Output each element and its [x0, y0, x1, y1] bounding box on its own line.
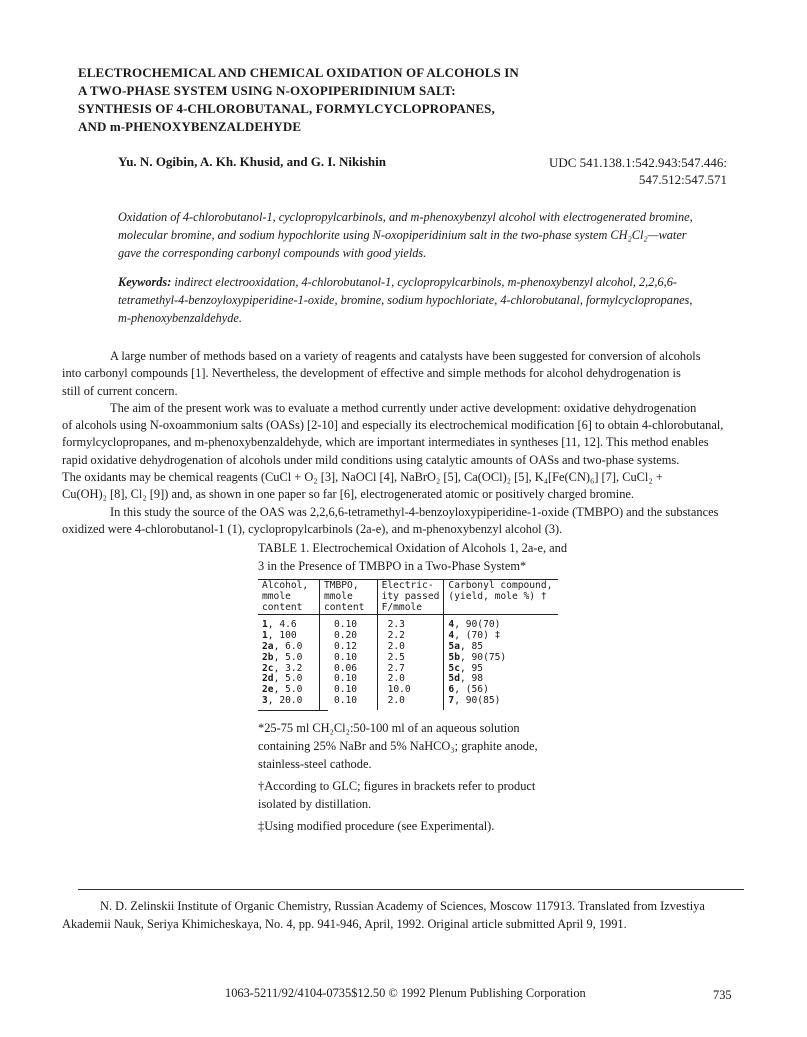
table-header-row — [258, 580, 558, 615]
product-id: 5c — [448, 662, 460, 674]
data-table — [258, 579, 558, 710]
table-row — [258, 631, 558, 642]
title-line: A TWO-PHASE SYSTEM USING N-OXOPIPERIDINIUM SALT: — [78, 83, 456, 98]
body-text — [62, 348, 748, 538]
cell-carbonyl — [444, 696, 558, 710]
alcohol-id: 2c — [262, 662, 274, 674]
col-header-electricity: Electric- ity passed F/mmole — [377, 580, 444, 615]
product-id: 5b — [448, 651, 460, 663]
keywords-text: indirect electrooxidation, 4-chlorobutanol-1, cyclopropylcarbinols, m-phenoxybenzyl alcohol, 2,2,6,6- — [174, 275, 677, 289]
alcohol-id: 1 — [262, 619, 268, 631]
product-id: 4 — [448, 619, 455, 631]
keywords-line — [118, 273, 738, 291]
product-yield: , 98 — [459, 673, 484, 685]
tmbpo: 0.10 — [333, 673, 358, 685]
alcohol-amt: , 5.0 — [273, 651, 303, 663]
paragraph-line: still of current concern. — [62, 383, 178, 398]
col-header-carbonyl: Carbonyl compound, (yield, mole %) † — [444, 580, 558, 615]
footnote-rule — [258, 710, 328, 711]
footnote: †According to GLC; figures in brackets refer to product isolated by distillation. — [258, 778, 536, 811]
alcohol-id: 1 — [262, 630, 268, 642]
tmbpo: 0.06 — [333, 662, 358, 674]
abstract — [118, 208, 738, 262]
title-line: ELECTROCHEMICAL AND CHEMICAL OXIDATION OF ALCOHOLS IN — [78, 65, 519, 80]
affiliation-line: N. D. Zelinskii Institute of Organic Chemistry, Russian Academy of Sciences, Moscow 117913. Translated from Izvestiya — [100, 899, 705, 913]
udc-line: UDC 541.138.1:542.943:547.446: — [548, 155, 727, 170]
cell-electricity — [377, 615, 444, 631]
product-yield: , 90(75) — [459, 651, 507, 663]
udc-line: 547.512:547.571 — [638, 172, 727, 187]
paragraph-line: formylcyclopropanes, and m-phenoxybenzaldehyde, which are important intermediates in syntheses [11, 12]. This method enables — [62, 435, 709, 450]
table-row — [258, 685, 558, 696]
alcohol-id: 2e — [262, 684, 274, 696]
paragraph-line: Cu(OH)₂ [8], Cl₂ [9]) and, as shown in one paper so far [6], electrogenerated atomic or positively charged bromine. — [62, 487, 635, 502]
electricity: 2.2 — [387, 630, 405, 642]
abstract-line: Oxidation of 4-chlorobutanol-1, cyclopropylcarbinols, and m-phenoxybenzyl alcohol with electrogenerated bromine, — [118, 210, 693, 224]
product-id: 5d — [448, 673, 460, 685]
footnote: ‡Using modified procedure (see Experimental). — [258, 818, 495, 833]
cell-alcohol — [258, 615, 319, 631]
tmbpo: 0.10 — [333, 651, 358, 663]
abstract-line: gave the corresponding carbonyl compounds with good yields. — [118, 246, 427, 260]
alcohol-amt: , 20.0 — [267, 694, 303, 706]
affiliation-rule — [78, 889, 744, 890]
tmbpo: 0.10 — [333, 694, 358, 706]
paragraph-line: In this study the source of the OAS was 2,2,6,6-tetramethyl-4-benzoyloxypiperidine-1-oxide (TMBPO) and the substances — [110, 504, 719, 519]
abstract-line: molecular bromine, and sodium hypochlorite using N-oxopiperidinium salt in the two-phase system CH₂Cl₂—water — [118, 228, 687, 242]
product-id: 6 — [448, 684, 455, 696]
alcohol-amt: , 100 — [267, 630, 297, 642]
table-row — [258, 664, 558, 675]
cell-tmbpo — [319, 696, 377, 710]
alcohol-amt: , 6.0 — [273, 640, 303, 652]
product-yield: , 85 — [459, 640, 484, 652]
electricity: 2.5 — [387, 651, 405, 663]
product-id: 5a — [448, 640, 460, 652]
col-header-tmbpo: TMBPO, mmole content — [319, 580, 377, 615]
footnote: *25-75 ml CH₂Cl₂:50-100 ml of an aqueous solution containing 25% NaBr and 5% NaHCO₃; graphite anode, stainless-steel cathode. — [258, 720, 538, 771]
keywords-line: tetramethyl-4-benzoyloxypiperidine-1-oxide, bromine, sodium hypochloriate, 4-chlorobutanal, formylcyclopropanes, — [118, 293, 693, 307]
table-caption — [258, 540, 568, 575]
product-yield: , 90(85) — [454, 694, 501, 706]
title-line: AND m-PHENOXYBENZALDEHYDE — [78, 119, 302, 134]
electricity: 2.7 — [387, 662, 405, 674]
cell-electricity — [377, 696, 444, 710]
copyright-line: 1063-5211/92/4104-0735$12.50 © 1992 Plenum Publishing Corporation — [225, 986, 586, 1000]
electricity: 2.0 — [387, 640, 405, 652]
table-row — [258, 615, 558, 631]
caption-line: TABLE 1. Electrochemical Oxidation of Alcohols 1, 2a-e, and — [258, 541, 568, 555]
caption-line: 3 in the Presence of TMBPO in a Two-Phase System* — [258, 558, 527, 573]
paragraph-line: The aim of the present work was to evaluate a method currently under active development: oxidative dehydrogenation — [110, 400, 697, 415]
title-line: SYNTHESIS OF 4-CHLOROBUTANAL, FORMYLCYCLOPROPANES, — [78, 101, 495, 116]
tmbpo: 0.12 — [333, 640, 358, 652]
product-id: 7 — [448, 694, 455, 706]
table-1 — [258, 540, 568, 839]
alcohol-id: 2b — [262, 651, 274, 663]
table-row — [258, 696, 558, 710]
article-title — [78, 64, 638, 136]
electricity: 2.3 — [387, 619, 405, 631]
col-header-alcohol: Alcohol, mmole content — [258, 580, 319, 615]
paragraph-line: rapid oxidative dehydrogenation of alcohols under mild conditions using catalytic amounts of OASs and two-phase systems. — [62, 452, 680, 467]
product-yield: , (56) — [454, 684, 489, 696]
product-yield: , 95 — [459, 662, 484, 674]
product-yield: , 90(70) — [454, 619, 501, 631]
electricity: 10.0 — [387, 684, 411, 696]
table-body — [258, 615, 558, 710]
udc-code — [549, 154, 727, 188]
alcohol-id: 3 — [262, 694, 268, 706]
electricity: 2.0 — [387, 694, 405, 706]
cell-carbonyl — [444, 615, 558, 631]
alcohol-id: 2a — [262, 640, 274, 652]
paragraph-line: A large number of methods based on a variety of reagents and catalysts have been suggested for conversion of alcohols — [110, 349, 701, 363]
tmbpo: 0.10 — [333, 684, 358, 696]
product-id: 4 — [448, 630, 455, 642]
affiliation — [62, 897, 752, 933]
paragraph-line: oxidized were 4-chlorobutanol-1 (1), cyclopropylcarbinols (2a-e), and m-phenoxybenzyl alcohol (3). — [62, 521, 563, 536]
tmbpo: 0.10 — [333, 619, 358, 631]
keywords-line: m-phenoxybenzaldehyde. — [118, 311, 242, 325]
alcohol-amt: , 3.2 — [273, 662, 303, 674]
cell-alcohol — [258, 696, 319, 710]
cell-tmbpo — [319, 615, 377, 631]
alcohol-amt: , 4.6 — [267, 619, 297, 631]
electricity: 2.0 — [387, 673, 405, 685]
page-number: 735 — [713, 988, 732, 1002]
affiliation-line: Akademii Nauk, Seriya Khimicheskaya, No. 4, pp. 941-946, April, 1992. Original article submitted April 9, 1991. — [62, 917, 627, 931]
keywords-label: Keywords: — [118, 275, 172, 289]
paragraph-line: The oxidants may be chemical reagents (CuCl + O₂ [3], NaOCl [4], NaBrO₂ [5], Ca(OCl)₂ [5], K₄[Fe(CN)₆] [7], CuCl₂ + — [62, 470, 663, 485]
tmbpo: 0.20 — [333, 630, 358, 642]
table-row — [258, 653, 558, 664]
alcohol-amt: , 5.0 — [273, 684, 303, 696]
table-footnotes — [258, 719, 568, 835]
paragraph-line: of alcohols using N-oxoammonium salts (OASs) [2-10] and especially its electrochemical modification [6] to obtain 4-chlorobutanal, — [62, 418, 724, 433]
alcohol-id: 2d — [262, 673, 274, 685]
keywords — [118, 273, 738, 327]
paragraph-line: into carbonyl compounds [1]. Nevertheless, the development of effective and simple methods for alcohol dehydrogenation is — [62, 366, 681, 381]
authors: Yu. N. Ogibin, A. Kh. Khusid, and G. I. Nikishin — [118, 154, 386, 169]
product-yield: , (70) ‡ — [454, 630, 501, 642]
alcohol-amt: , 5.0 — [273, 673, 303, 685]
table-row — [258, 642, 558, 653]
